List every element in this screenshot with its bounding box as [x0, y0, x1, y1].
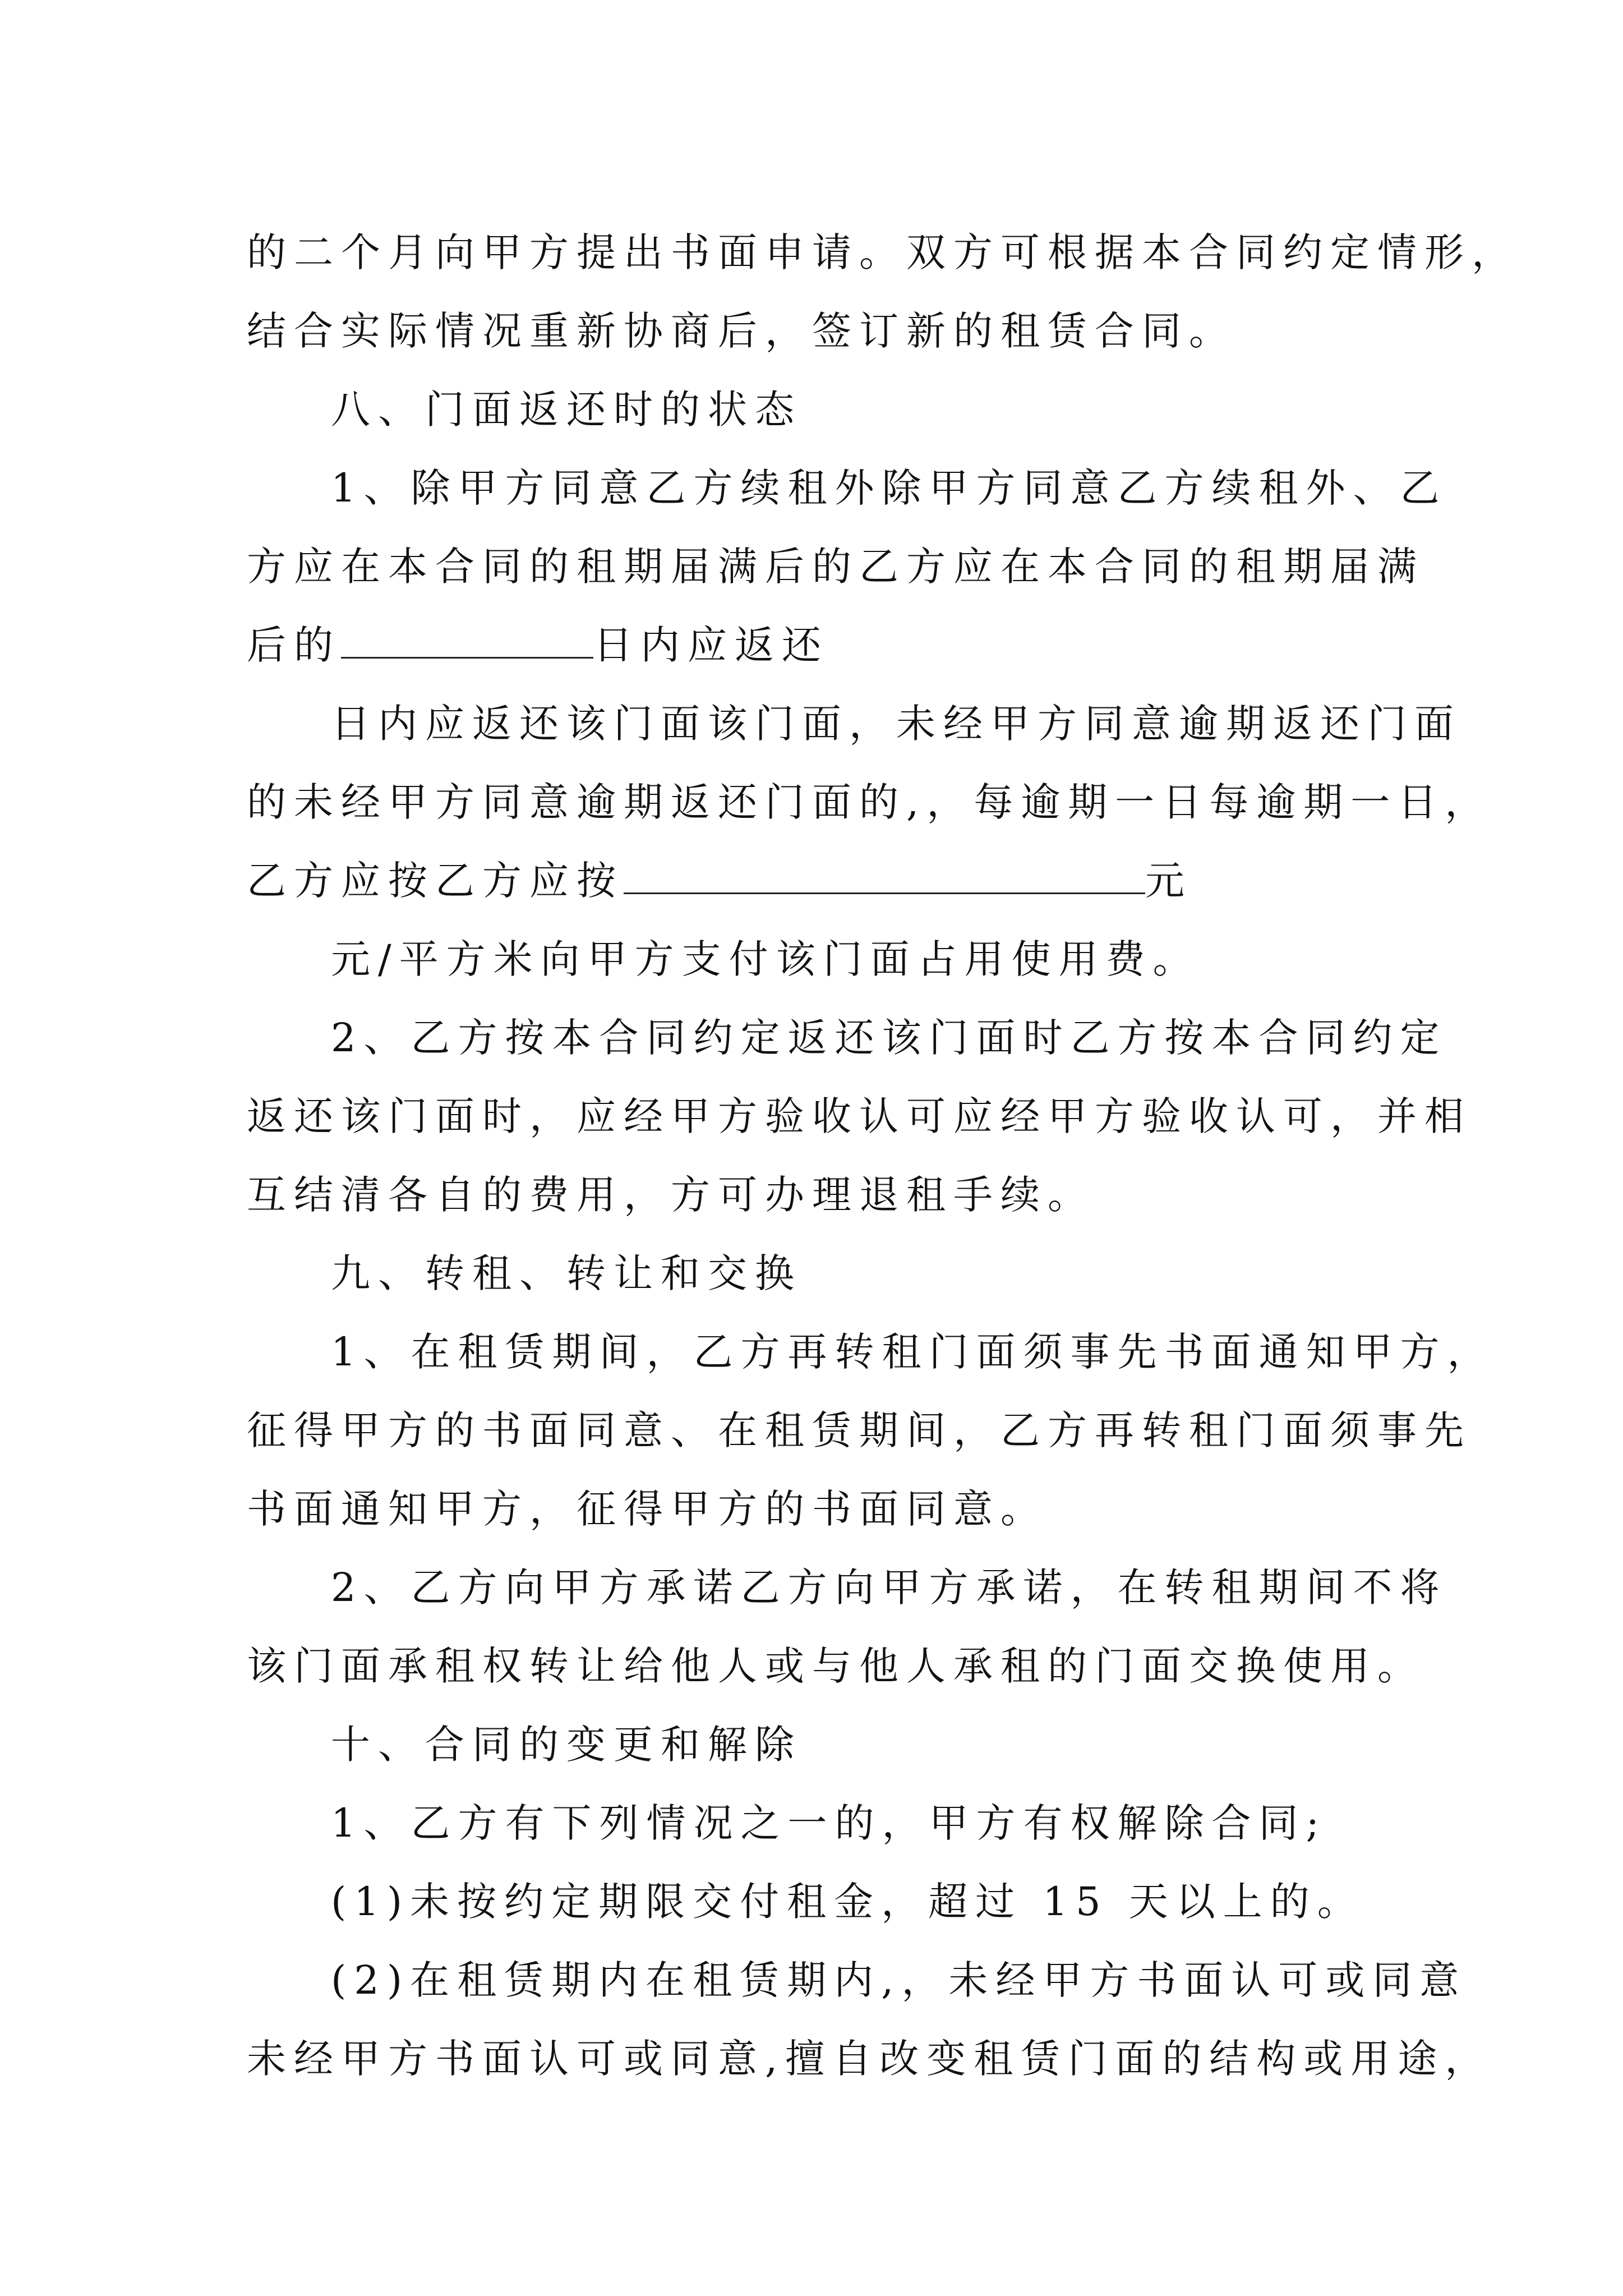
text-line: 2、乙方向甲方承诺乙方向甲方承诺，在转租期间不将 [331, 1565, 1447, 1611]
text-line: (1)未按约定期限交付租金，超过 15 天以上的。 [331, 1879, 1364, 1925]
text-line: (2)在租赁期内在租赁期内,，未经甲方书面认可或同意 [331, 1957, 1467, 2003]
text-line: 征得甲方的书面同意、在租赁期间，乙方再转租门面须事先 [247, 1407, 1472, 1453]
text-line: 书面通知甲方，征得甲方的书面同意。 [247, 1486, 1048, 1532]
text-line: 元/平方米向甲方支付该门面占用使用费。 [331, 936, 1200, 982]
text-segment: 后的 [247, 622, 341, 668]
text-segment: 日内应返还 [593, 622, 829, 668]
text-line: 日内应返还该门面该门面，未经甲方同意逾期返还门面 [331, 701, 1461, 747]
text-line: 的未经甲方同意逾期返还门面的,，每逾期一日每逾期一日， [247, 779, 1492, 825]
text-line-with-blank [247, 606, 1413, 684]
text-line: 2、乙方按本合同约定返还该门面时乙方按本合同约定 [331, 1015, 1447, 1061]
section-heading-8: 八、门面返还时的状态 [331, 386, 802, 432]
section-heading-9: 九、转租、转让和交换 [331, 1250, 802, 1296]
text-line: 互结清各自的费用，方可办理退租手续。 [247, 1172, 1095, 1218]
text-line: 方应在本合同的租期届满后的乙方应在本合同的租期届满 [247, 544, 1424, 590]
text-line: 1、除甲方同意乙方续租外除甲方同意乙方续租外、乙 [331, 465, 1447, 511]
text-line-with-blank [247, 841, 1413, 920]
text-line: 该门面承租权转让给他人或与他人承租的门面交换使用。 [247, 1643, 1424, 1689]
text-line: 返还该门面时，应经甲方验收认可应经甲方验收认可，并相 [247, 1093, 1472, 1139]
text-line: 1、在租赁期间，乙方再转租门面须事先书面通知甲方， [331, 1329, 1495, 1375]
text-line: 结合实际情况重新协商后，签订新的租赁合同。 [247, 308, 1236, 354]
section-heading-10: 十、合同的变更和解除 [331, 1722, 802, 1768]
text-segment: 元 [1145, 858, 1192, 904]
fill-in-blank [624, 859, 1145, 894]
text-segment: 乙方应按乙方应按 [247, 858, 624, 904]
fill-in-blank [341, 623, 593, 659]
text-line: 1、乙方有下列情况之一的，甲方有权解除合同; [331, 1800, 1327, 1846]
text-line: 的二个月向甲方提出书面申请。双方可根据本合同约定情形， [247, 229, 1519, 275]
text-line: 未经甲方书面认可或同意,擅自改变租赁门面的结构或用途， [247, 2036, 1492, 2082]
